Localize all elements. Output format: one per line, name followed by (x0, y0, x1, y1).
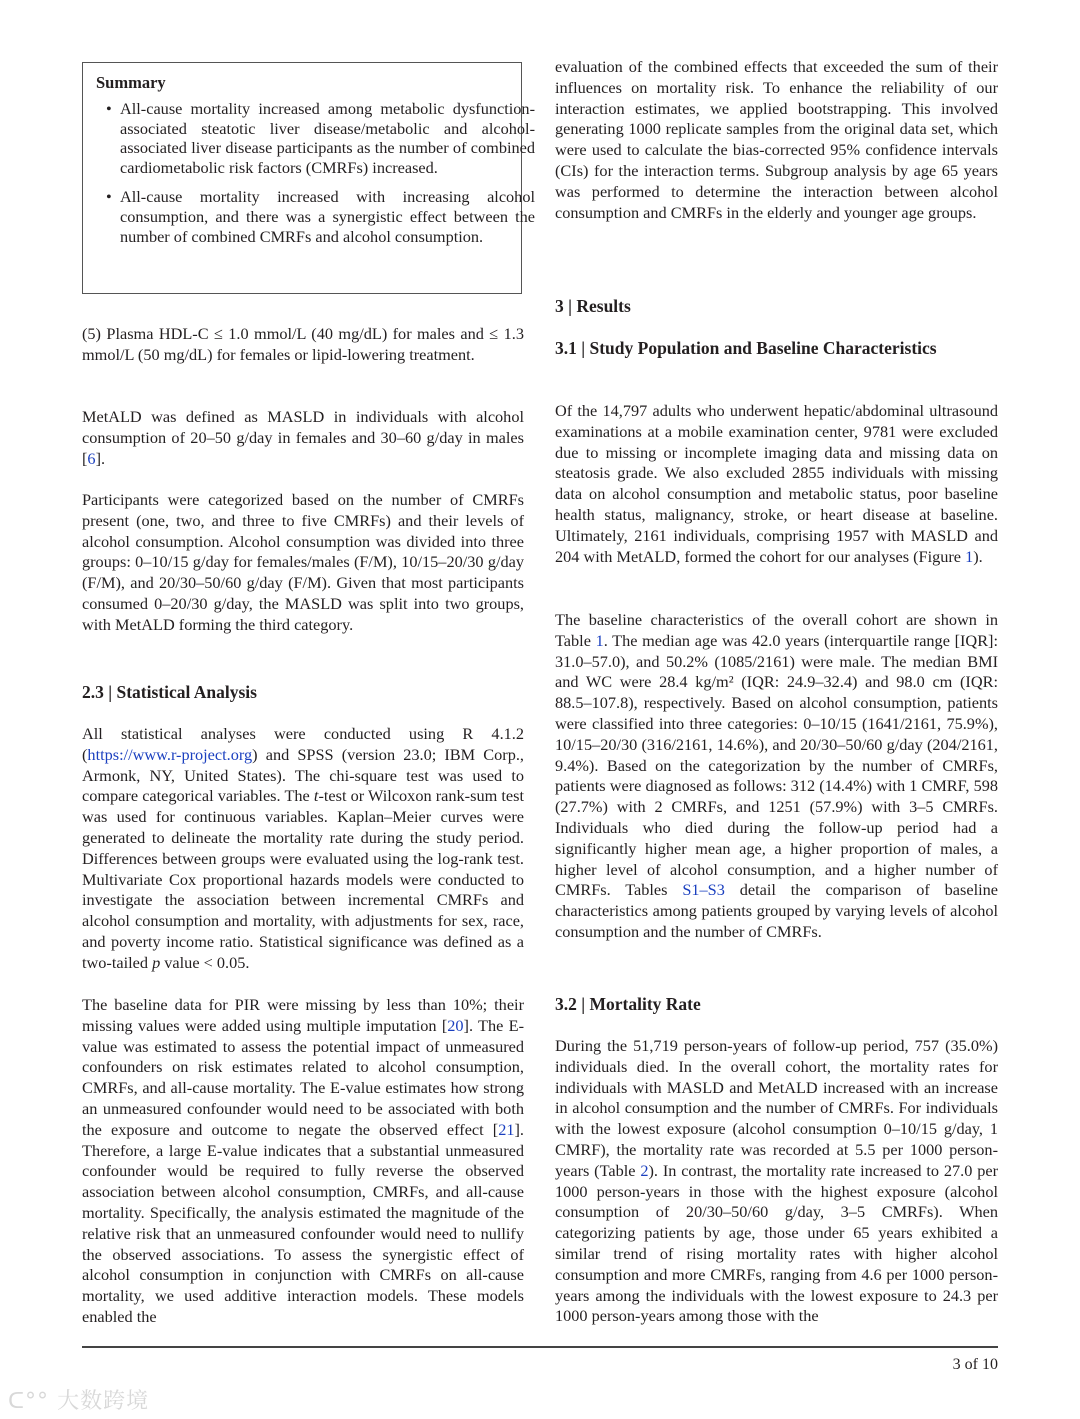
paragraph-text: During the 51,719 person-years of follow-up period, 757 (35.0%) individuals died. In the overall cohort, the mortality rates for individuals with MASLD and MetALD increased with an increase in alcohol consumption and the number of CMRFs. For individuals with the lowest exposure (alcohol consumption 0–10/15 g/day, 1 CMRF), the mortality rate was recorded at 5.5 per 1000 person-years (Table (555, 1036, 998, 1180)
summary-title: Summary (96, 73, 166, 92)
paragraph-mortality (555, 1036, 998, 1327)
paragraph-bootstrap (555, 57, 998, 223)
supplementary-table-link[interactable]: S1–S3 (682, 880, 725, 900)
table-link[interactable]: 1 (595, 630, 604, 650)
reference-link[interactable]: 21 (498, 1119, 515, 1139)
paragraph-text: (5) Plasma HDL-C ≤ 1.0 mmol/L (40 mg/dL) for males and ≤ 1.3 mmol/L (50 mg/dL) for females or lipid-lowering treatment. (82, 324, 524, 364)
paragraph-text: -test or Wilcoxon rank-sum test was used for continuous variables. Kaplan–Meier curves were generated to delineate the mortality rate during the study period. Differences between groups were evaluated using the log-rank test. Multivariate Cox proportional hazards models were conducted to investigate the association between incremental CMRFs and alcohol consumption and mortality, with adjustments for sex, race, and poverty income ratio. Statistical significance was defined as a two-tailed (82, 786, 525, 972)
paragraph-text: ). In contrast, the mortality rate increased to 27.0 per 1000 person-years in those with the highest exposure (alcohol consumption of 20/30–50/60 g/day, 3–5 CMRFs). When categorizing patients by age, those under 65 years exhibited a similar trend of rising mortality rates with higher alcohol consumption and more CMRFs, ranging from 4.6 per 1000 person-years among the individuals with the lowest exposure to 24.3 per 1000 person-years among those with the (555, 1160, 998, 1326)
section-heading-3: 3 | Results (555, 296, 631, 316)
table-link[interactable]: 2 (640, 1160, 649, 1180)
paragraph-text: detail the comparison of baseline characteristics among patients grouped by varying levels of alcohol consumption and the number of CMRFs. (555, 880, 998, 941)
paragraph-text: ]. (95, 448, 106, 468)
figure-link[interactable]: 1 (965, 546, 974, 566)
footer-rule (82, 1346, 998, 1348)
paragraph-text: All statistical analyses were conducted using R 4.1.2 ( (82, 724, 524, 764)
paragraph-text: ) and SPSS (version 23.0; IBM Corp., Armonk, NY, United States). The chi-square test was used to compare categorical variables. The (82, 744, 524, 806)
summary-bullet: • All-cause mortality increased with increasing alcohol consumption, and there was a synergistic effect between the number of combined CMRFs and alcohol consumption. (120, 187, 535, 246)
paragraph-text: Participants were categorized based on the number of CMRFs present (one, two, and three to five CMRFs) and their levels of alcohol consumption. Alcohol consumption was divided into three groups: 0–10/15 g/day for females/males (F/M), 10/15–20/30 g/day (F/M), and 20/30–50/60 g/day (F/M). Given that most participants consumed 0–20/30 g/day, the MASLD was split into two groups, with MetALD forming the third category. (82, 490, 524, 634)
italic-text: p (152, 952, 161, 972)
section-heading-3-1: 3.1 | Study Population and Baseline Characteristics (555, 338, 937, 358)
paragraph-text: The baseline characteristics of the overall cohort are shown in Table (555, 610, 998, 650)
paragraph-text: MetALD was defined as MASLD in individuals with alcohol consumption of 20–50 g/day in females and 30–60 g/day in males [ (82, 407, 524, 468)
paragraph-categories (82, 490, 524, 636)
section-heading-3-2: 3.2 | Mortality Rate (555, 994, 701, 1014)
summary-bullet: • All-cause mortality increased among metabolic dysfunction-associated steatotic liver disease/metabolic and alcohol-associated liver disease participants as the number of combined cardiometabolic risk factors (CMRFs) increased. (120, 99, 535, 177)
summary-list (96, 99, 535, 256)
paragraph-population (555, 401, 998, 567)
paragraph-text: ]. Therefore, a large E-value indicates that a substantial unmeasured confounder would be required to fully reverse the observed association between alcohol consumption, CMRFs, and all-cause mortality. Specifically, the analysis estimated the magnitude of the relative risk that an unmeasured confounder would need to nullify the observed associations. To assess the synergistic effect of alcohol consumption in conjunction with CMRFs on all-cause mortality, we used additive interaction models. These models enabled the (82, 1119, 524, 1326)
reference-link[interactable]: 6 (87, 448, 96, 468)
page-number: 3 of 10 (952, 1356, 998, 1373)
paragraph-metald (82, 407, 524, 469)
paragraph-text: Of the 14,797 adults who underwent hepatic/abdominal ultrasound examinations at a mobile examination center, 9781 were excluded due to missing or incomplete imaging data and missing data on steatosis grade. We also excluded 2855 individuals with missing data on alcohol consumption and metabolic status, poor baseline health status, malignancy, stroke, or heart disease at baseline. Ultimately, 2161 individuals, comprising 1957 with MASLD and 204 with MetALD, formed the cohort for our analyses (Figure (555, 401, 998, 566)
paragraph-baseline (555, 610, 998, 943)
paragraph-text: value < 0.05. (160, 952, 250, 972)
reference-link[interactable]: 20 (447, 1015, 464, 1035)
summary-box (82, 62, 535, 294)
paragraph-text: ). (973, 546, 983, 566)
paragraph-evalue (82, 995, 524, 1328)
paragraph-statistics (82, 724, 524, 974)
paragraph-text: ]. The E-value was estimated to assess the potential impact of unmeasured confounders on risk estimates related to alcohol consumption, CMRFs, and all-cause mortality. The E-value estimates how strong an unmeasured confounder would need to be associated with both the exposure and outcome to negate the observed effect [ (82, 1015, 524, 1139)
paragraph-text: The baseline data for PIR were missing by less than 10%; their missing values were added using multiple imputation [ (82, 995, 524, 1035)
italic-text: t (313, 786, 319, 806)
watermark-icon: ᑕ°° (8, 1389, 50, 1414)
paragraph-text: evaluation of the combined effects that exceeded the sum of their influences on mortality risk. To enhance the reliability of our interaction estimates, we applied bootstrapping. This involved generating 1000 replicate samples from the original data set, which were used to calculate the bias-corrected 95% confidence intervals (CIs) for the interaction terms. Subgroup analysis by age 65 years was performed to determine the interaction between alcohol consumption and CMRFs in the elderly and younger age groups. (555, 57, 998, 222)
paragraph-hdl (82, 324, 524, 366)
watermark-text: 大数跨境 (57, 1389, 150, 1414)
watermark-logo (8, 1384, 149, 1415)
paragraph-text: . The median age was 42.0 years (interquartile range [IQR]: 31.0–57.0), and 50.2% (1085/2161) were male. The median BMI and WC were 28.4 kg/m² (IQR: 24.9–32.4) and 98.0 cm (IQR: 88.5–107.8), respectively. Based on alcohol consumption, patients were classified into three categories: 0–10/15 (1641/2161, 75.9%), 10/15–20/30 (316/2161, 14.6%), and 20/30–50/60 g/day (204/2161, 9.4%). Based on the categorization by the number of CMRFs, patients were diagnosed as follows: 312 (14.4%) with 1 CMRF, 598 (27.7%) with 2 CMRFs, and 1251 (57.9%) with 3–5 CMRFs. Individuals who died during the follow-up period had a significantly higher mean age, a higher proportion of males, a higher level of alcohol consumption, and a higher number of CMRFs. Tables (555, 630, 998, 900)
r-project-link[interactable]: https://www.r-project.org (87, 744, 253, 764)
section-heading-2-3: 2.3 | Statistical Analysis (82, 682, 257, 702)
